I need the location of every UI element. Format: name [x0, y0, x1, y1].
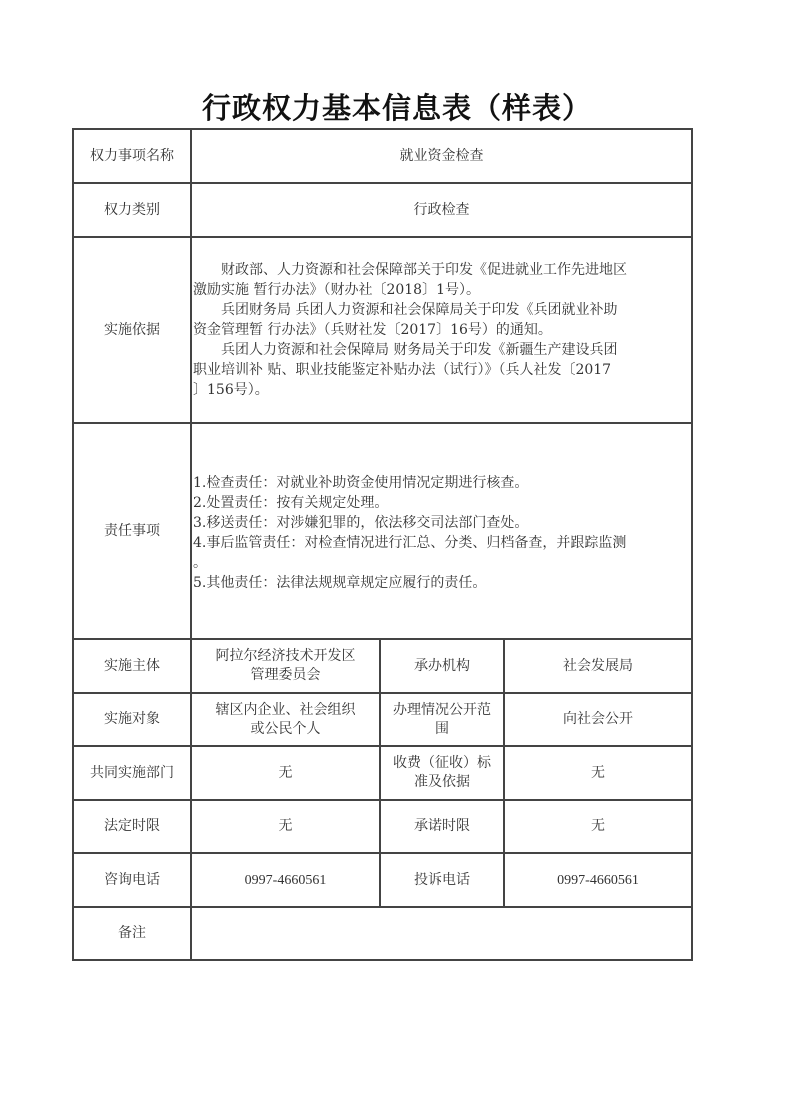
- label-line: 收费（征收）标: [393, 755, 491, 771]
- legal-time-limit-value: [192, 799, 379, 854]
- value-line: 辖区内企业、社会组织: [215, 701, 356, 718]
- value-text: 0997-4660561: [244, 872, 327, 888]
- handling-agency-value: [505, 638, 691, 694]
- remarks-label: [72, 906, 192, 961]
- label-text: 咨询电话: [104, 871, 160, 888]
- joint-dept-label: [72, 745, 192, 801]
- label-text: 权力事项名称: [90, 147, 174, 164]
- basis-text: [193, 260, 627, 400]
- label-line: 围: [435, 720, 449, 737]
- item-name-value: [192, 128, 691, 184]
- item-name-label: [72, 128, 192, 184]
- category-value: [192, 182, 691, 238]
- promised-time-limit-label: [381, 799, 503, 854]
- basis-line: 职业培训补 贴、职业技能鉴定补贴办法（试行）》（兵人社发〔2017: [193, 362, 612, 378]
- responsibility-line: 。: [193, 555, 207, 571]
- label-text: 共同实施部门: [90, 764, 174, 781]
- label-text: 实施主体: [104, 657, 160, 674]
- table-border: [691, 128, 693, 961]
- value-line: 管理委员会: [250, 667, 321, 683]
- handling-agency-label: [381, 638, 503, 694]
- category-label: [72, 182, 192, 238]
- value-text: 无: [278, 818, 293, 834]
- value-line: 阿拉尔经济技术开发区: [215, 648, 356, 664]
- complaint-phone-label: [381, 852, 503, 908]
- inquiry-phone-value: [192, 852, 379, 908]
- basis-line: 〕156号）。: [193, 382, 269, 398]
- label-text: 备注: [118, 925, 146, 941]
- legal-time-limit-label: [72, 799, 192, 854]
- label-text: 承诺时限: [414, 818, 470, 834]
- fee-standard-value: [505, 745, 691, 801]
- basis-line: 激励实施 暂行办法》（财办社〔2018〕1号）。: [193, 282, 480, 298]
- basis-line: 财政部、人力资源和社会保障部关于印发《促进就业工作先进地区: [193, 262, 627, 278]
- remarks-value: [192, 906, 691, 961]
- label-line: 准及依据: [414, 774, 470, 790]
- responsibility-line: 3.移送责任：对涉嫌犯罪的，依法移交司法部门查处。: [193, 515, 529, 531]
- value-text: 社会发展局: [563, 657, 633, 674]
- value-text: 行政检查: [413, 201, 470, 218]
- subject-label: [72, 638, 192, 694]
- info-table: [72, 128, 691, 959]
- value-text: 0997-4660561: [557, 872, 639, 888]
- label-line: 办理情况公开范: [393, 701, 491, 718]
- basis-label: [72, 236, 192, 424]
- complaint-phone-value: [505, 852, 691, 908]
- basis-line: 资金管理暂 行办法》（兵财社发〔2017〕16号）的通知。: [193, 322, 552, 338]
- label-text: 实施对象: [104, 711, 160, 727]
- label-text: 责任事项: [104, 522, 160, 539]
- disclosure-scope-value: [505, 692, 691, 747]
- value-text: 向社会公开: [563, 711, 633, 727]
- label-text: 实施依据: [104, 321, 160, 338]
- fee-standard-label: [381, 745, 503, 801]
- page-title: 行政权力基本信息表（样表）: [201, 91, 592, 125]
- basis-line: 兵团财务局 兵团人力资源和社会保障局关于印发《兵团就业补助: [193, 302, 618, 318]
- value-text: 无: [591, 764, 605, 781]
- promised-time-limit-value: [505, 799, 691, 854]
- basis-line: 兵团人力资源和社会保障局 财务局关于印发《新疆生产建设兵团: [193, 342, 618, 358]
- responsibility-line: 5.其他责任：法律法规规章规定应履行的责任。: [193, 575, 487, 591]
- value-text: 就业资金检查: [399, 147, 484, 164]
- responsibility-text: [193, 473, 626, 593]
- value-text: 无: [591, 818, 605, 834]
- responsibility-label: [72, 422, 192, 640]
- target-label: [72, 692, 192, 747]
- responsibility-line: 4.事后监管责任：对检查情况进行汇总、分类、归档备查，并跟踪监测: [193, 535, 627, 551]
- value-line: 或公民个人: [250, 720, 321, 737]
- subject-value: [192, 638, 379, 694]
- responsibility-line: 1.检查责任：对就业补助资金使用情况定期进行核查。: [193, 475, 529, 491]
- label-text: 承办机构: [414, 657, 470, 674]
- disclosure-scope-label: [381, 692, 503, 747]
- label-text: 法定时限: [104, 818, 160, 834]
- label-text: 投诉电话: [414, 871, 470, 888]
- label-text: 权力类别: [104, 201, 160, 218]
- inquiry-phone-label: [72, 852, 192, 908]
- joint-dept-value: [192, 745, 379, 801]
- responsibility-line: 2.处置责任：按有关规定处理。: [193, 495, 389, 511]
- value-text: 无: [278, 764, 293, 781]
- target-value: [192, 692, 379, 747]
